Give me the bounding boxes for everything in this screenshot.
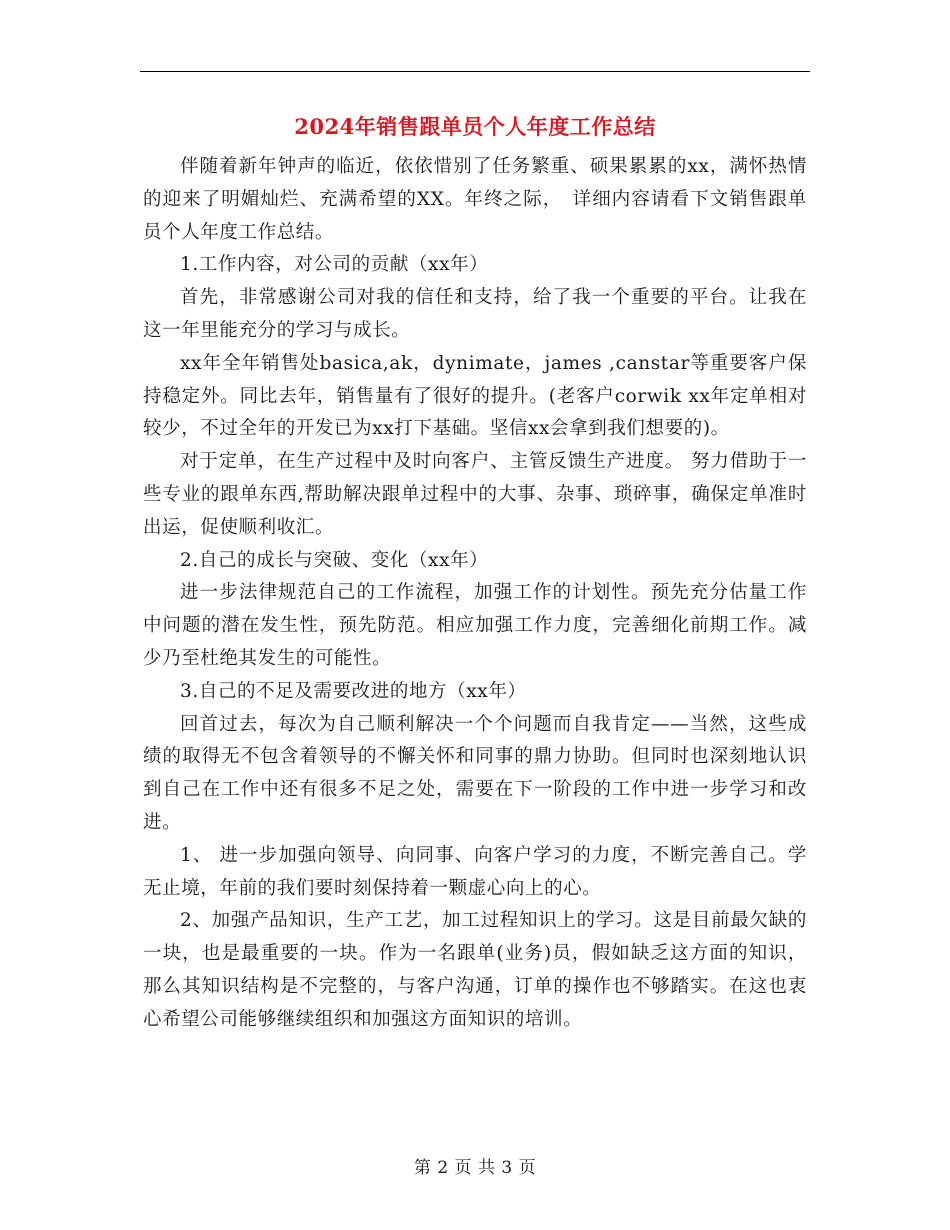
paragraph: xx年全年销售处basica,ak，dynimate，james ,canstar等重要客户保持稳定外。同比去年，销售量有了很好的提升。(老客户corwik xx年定单相对较少，不过全年的开发已为xx打下基础。坚信xx会拿到我们想要的)。 <box>143 352 807 440</box>
section-heading-2: 2.自己的成长与突破、变化（xx年） <box>180 549 489 571</box>
list-item: 1、 进一步加强向领导、向同事、向客户学习的力度，不断完善自己。学无止境，年前的我们要时刻保持着一颗虚心向上的心。 <box>143 844 807 899</box>
section-heading-1: 1.工作内容，对公司的贡献（xx年） <box>180 254 489 276</box>
paragraph: 首先，非常感谢公司对我的信任和支持，给了我一个重要的平台。让我在这一年里能充分的学习与成长。 <box>143 287 807 341</box>
paragraph: 对于定单，在生产过程中及时向客户、主管反馈生产进度。 努力借助于一些专业的跟单东西,帮助解决跟单过程中的大事、杂事、琐碎事，确保定单准时出运，促使顺利收汇。 <box>143 451 807 538</box>
page-title: 2024年销售跟单员个人年度工作总结 <box>294 114 656 139</box>
section-heading-3: 3.自己的不足及需要改进的地方（xx年） <box>180 680 527 702</box>
list-item: 2、加强产品知识，生产工艺，加工过程知识上的学习。这是目前最欠缺的一块，也是最重要的一块。作为一名跟单(业务)员，假如缺乏这方面的知识，那么其知识结构是不完整的，与客户沟通，订单的操作也不够踏实。在这也衷心希望公司能够继续组织和加强这方面知识的培训。 <box>143 910 807 1030</box>
header-rule <box>140 71 810 72</box>
paragraph-intro: 伴随着新年钟声的临近，依依惜别了任务繁重、硕果累累的xx，满怀热情的迎来了明媚灿烂、充满希望的XX。年终之际， 详细内容请看下文销售跟单员个人年度工作总结。 <box>143 156 807 243</box>
paragraph: 回首过去，每次为自己顺利解决一个个问题而自我肯定——当然，这些成绩的取得无不包含着领导的不懈关怀和同事的鼎力协助。但同时也深刻地认识到自己在工作中还有很多不足之处，需要在下一阶段的工作中进一步学习和改进。 <box>143 713 807 833</box>
paragraph: 进一步法律规范自己的工作流程，加强工作的计划性。预先充分估量工作中问题的潜在发生性，预先防范。相应加强工作力度，完善细化前期工作。减少乃至杜绝其发生的可能性。 <box>143 582 807 669</box>
page-number: 第 2 页 共 3 页 <box>413 1158 537 1178</box>
document-body <box>143 151 807 1037</box>
